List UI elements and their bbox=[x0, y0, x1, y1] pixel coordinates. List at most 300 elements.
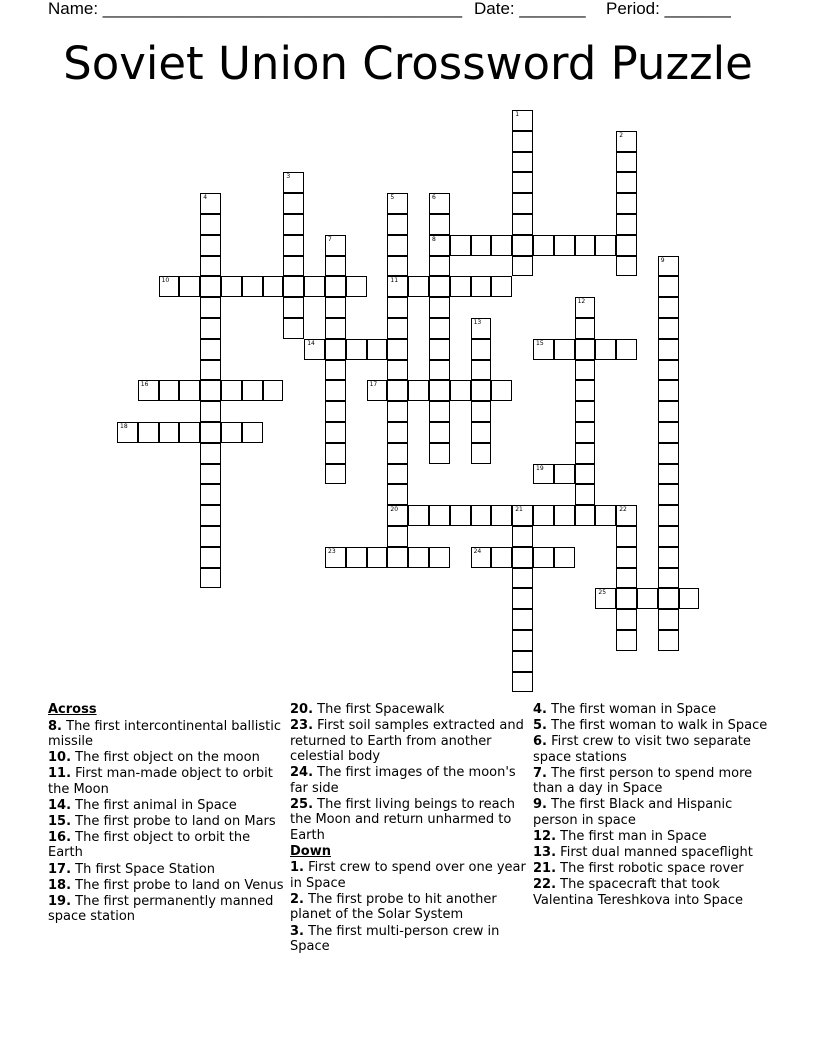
grid-cell[interactable] bbox=[512, 672, 533, 693]
grid-cell[interactable] bbox=[367, 380, 388, 401]
grid-cell[interactable] bbox=[387, 547, 408, 568]
grid-cell[interactable] bbox=[429, 297, 450, 318]
grid-cell[interactable] bbox=[200, 276, 221, 297]
grid-cell[interactable] bbox=[512, 505, 533, 526]
grid-cell[interactable] bbox=[616, 152, 637, 173]
grid-cell[interactable] bbox=[304, 339, 325, 360]
grid-cell[interactable] bbox=[471, 318, 492, 339]
clue-text: First crew to spend over one year in Space bbox=[290, 860, 526, 891]
grid-cell[interactable] bbox=[512, 630, 533, 651]
grid-cell[interactable] bbox=[533, 235, 554, 256]
clue-item bbox=[48, 862, 288, 878]
grid-cell[interactable] bbox=[658, 505, 679, 526]
grid-cell[interactable] bbox=[283, 172, 304, 193]
grid-cell[interactable] bbox=[616, 256, 637, 277]
grid-cell[interactable] bbox=[387, 360, 408, 381]
grid-cell[interactable] bbox=[117, 422, 138, 443]
grid-cell[interactable] bbox=[387, 484, 408, 505]
grid-cell[interactable] bbox=[575, 401, 596, 422]
grid-cell[interactable] bbox=[200, 235, 221, 256]
grid-cell[interactable] bbox=[575, 380, 596, 401]
grid-cell[interactable] bbox=[159, 276, 180, 297]
grid-cell[interactable] bbox=[616, 568, 637, 589]
grid-cell[interactable] bbox=[408, 505, 429, 526]
grid-cell[interactable] bbox=[450, 235, 471, 256]
grid-cell[interactable] bbox=[658, 318, 679, 339]
grid-cell[interactable] bbox=[429, 360, 450, 381]
grid-cell[interactable] bbox=[512, 651, 533, 672]
grid-cell[interactable] bbox=[491, 235, 512, 256]
grid-cell[interactable] bbox=[283, 318, 304, 339]
grid-cell[interactable] bbox=[429, 380, 450, 401]
grid-cell[interactable] bbox=[429, 339, 450, 360]
grid-cell[interactable] bbox=[429, 422, 450, 443]
cell-number: 14 bbox=[307, 339, 315, 347]
grid-cell[interactable] bbox=[325, 422, 346, 443]
clue-number: 4. bbox=[533, 702, 547, 717]
grid-cell[interactable] bbox=[658, 484, 679, 505]
grid-cell[interactable] bbox=[575, 443, 596, 464]
clue-item bbox=[290, 765, 530, 796]
grid-cell[interactable] bbox=[658, 609, 679, 630]
clue-number: 12. bbox=[533, 828, 557, 844]
clue-number: 18. bbox=[48, 877, 72, 893]
grid-cell[interactable] bbox=[346, 276, 367, 297]
grid-cell[interactable] bbox=[512, 588, 533, 609]
grid-cell[interactable] bbox=[575, 235, 596, 256]
clue-number: 19. bbox=[48, 893, 72, 909]
clue-item bbox=[533, 797, 773, 828]
grid-cell[interactable] bbox=[616, 588, 637, 609]
grid-cell[interactable] bbox=[512, 152, 533, 173]
grid-cell[interactable] bbox=[325, 297, 346, 318]
grid-cell[interactable] bbox=[179, 276, 200, 297]
clue-text: The first Black and Hispanic person in space bbox=[533, 797, 733, 828]
cell-number: 18 bbox=[120, 423, 128, 430]
grid-cell[interactable] bbox=[512, 214, 533, 235]
clue-item bbox=[48, 766, 288, 797]
clue-text: The first permanently manned space station bbox=[48, 893, 274, 925]
grid-cell[interactable] bbox=[325, 443, 346, 464]
grid-cell[interactable] bbox=[200, 526, 221, 547]
grid-cell[interactable] bbox=[387, 214, 408, 235]
clue-item bbox=[533, 702, 773, 718]
cell-number: 25 bbox=[598, 589, 607, 597]
clue-number: 24. bbox=[290, 765, 314, 781]
grid-cell[interactable] bbox=[471, 276, 492, 297]
grid-cell[interactable] bbox=[429, 235, 450, 256]
clue-text: The first images of the moon's far side bbox=[290, 765, 516, 796]
grid-cell[interactable] bbox=[471, 235, 492, 256]
grid-cell[interactable] bbox=[616, 339, 637, 360]
grid-cell[interactable] bbox=[616, 193, 637, 214]
grid-cell[interactable] bbox=[325, 318, 346, 339]
clue-number: 3. bbox=[290, 923, 304, 939]
clue-item bbox=[48, 798, 288, 814]
cell-number: 23 bbox=[328, 547, 336, 555]
grid-cell[interactable] bbox=[616, 630, 637, 651]
grid-cell[interactable] bbox=[616, 131, 637, 152]
grid-cell[interactable] bbox=[200, 547, 221, 568]
grid-cell[interactable] bbox=[387, 256, 408, 277]
grid-cell[interactable] bbox=[595, 235, 616, 256]
grid-cell[interactable] bbox=[325, 256, 346, 277]
clue-text: The first probe to land on Mars bbox=[75, 813, 276, 829]
clue-item bbox=[533, 718, 773, 734]
clue-item bbox=[48, 814, 288, 830]
grid-cell[interactable] bbox=[512, 193, 533, 214]
grid-cell[interactable] bbox=[491, 505, 512, 526]
grid-cell[interactable] bbox=[533, 464, 554, 485]
grid-cell[interactable] bbox=[595, 588, 616, 609]
clue-item bbox=[290, 718, 530, 765]
clue-text: First crew to visit two separate space stations bbox=[533, 734, 751, 765]
clue-number: 1. bbox=[290, 860, 304, 876]
clue-text: The first object to orbit the Earth bbox=[48, 829, 251, 861]
grid-cell[interactable] bbox=[575, 505, 596, 526]
down-heading: Down bbox=[290, 843, 331, 859]
grid-cell[interactable] bbox=[283, 256, 304, 277]
grid-cell[interactable] bbox=[387, 443, 408, 464]
grid-cell[interactable] bbox=[387, 401, 408, 422]
grid-cell[interactable] bbox=[533, 505, 554, 526]
grid-cell[interactable] bbox=[658, 422, 679, 443]
clue-item bbox=[48, 830, 288, 861]
grid-cell[interactable] bbox=[554, 235, 575, 256]
grid-cell[interactable] bbox=[533, 339, 554, 360]
clue-number: 8. bbox=[48, 718, 62, 734]
grid-cell[interactable] bbox=[325, 464, 346, 485]
grid-cell[interactable] bbox=[200, 256, 221, 277]
grid-cell[interactable] bbox=[200, 422, 221, 443]
clue-text: First man-made object to orbit the Moon bbox=[48, 766, 273, 797]
clue-text: The spacecraft that took Valentina Tereshkova into Space bbox=[533, 877, 744, 908]
grid-cell[interactable] bbox=[325, 235, 346, 256]
cell-number: 1 bbox=[515, 111, 520, 118]
clue-number: 5. bbox=[533, 718, 547, 734]
clue-number: 17. bbox=[48, 861, 72, 877]
grid-cell[interactable] bbox=[200, 568, 221, 589]
cell-number: 20 bbox=[390, 506, 399, 514]
cell-number: 24 bbox=[473, 547, 482, 555]
clue-item bbox=[290, 924, 530, 955]
grid-cell[interactable] bbox=[221, 380, 242, 401]
cell-number: 7 bbox=[328, 235, 332, 243]
clue-text: The first probe to land on Venus bbox=[75, 877, 284, 893]
clue-text: The first woman in Space bbox=[551, 702, 717, 717]
grid-cell[interactable] bbox=[658, 547, 679, 568]
grid-cell[interactable] bbox=[159, 380, 180, 401]
grid-cell[interactable] bbox=[200, 339, 221, 360]
grid-cell[interactable] bbox=[512, 172, 533, 193]
clue-item bbox=[290, 702, 530, 718]
clue-text: The first living beings to reach the Moon and return unharmed to Earth bbox=[290, 796, 516, 843]
clue-text: First soil samples extracted and returned to Earth from another celestial body bbox=[290, 718, 524, 765]
clue-number: 14. bbox=[48, 797, 72, 813]
grid-cell[interactable] bbox=[200, 443, 221, 464]
clue-item bbox=[290, 892, 530, 923]
grid-cell[interactable] bbox=[429, 193, 450, 214]
grid-cell[interactable] bbox=[512, 547, 533, 568]
cell-number: 21 bbox=[515, 506, 523, 514]
grid-cell[interactable] bbox=[304, 276, 325, 297]
grid-cell[interactable] bbox=[554, 464, 575, 485]
clue-number: 2. bbox=[290, 891, 304, 907]
grid-cell[interactable] bbox=[387, 464, 408, 485]
clue-item bbox=[533, 861, 773, 877]
grid-cell[interactable] bbox=[575, 484, 596, 505]
grid-cell[interactable] bbox=[408, 547, 429, 568]
cell-number: 17 bbox=[369, 381, 378, 389]
clue-number: 11. bbox=[48, 766, 72, 782]
grid-cell[interactable] bbox=[471, 360, 492, 381]
name-field[interactable]: Name: ______________________________________ bbox=[48, 0, 463, 18]
grid-cell[interactable] bbox=[200, 401, 221, 422]
grid-cell[interactable] bbox=[325, 360, 346, 381]
grid-cell[interactable] bbox=[658, 339, 679, 360]
clue-text: The first woman to walk in Space bbox=[551, 718, 768, 734]
grid-cell[interactable] bbox=[512, 235, 533, 256]
grid-cell[interactable] bbox=[658, 526, 679, 547]
grid-cell[interactable] bbox=[283, 276, 304, 297]
grid-cell[interactable] bbox=[429, 443, 450, 464]
clue-text: The first Spacewalk bbox=[317, 702, 445, 717]
clue-number: 9. bbox=[533, 797, 547, 813]
grid-cell[interactable] bbox=[200, 297, 221, 318]
grid-cell[interactable] bbox=[408, 380, 429, 401]
grid-cell[interactable] bbox=[512, 256, 533, 277]
grid-cell[interactable] bbox=[616, 609, 637, 630]
grid-cell[interactable] bbox=[387, 235, 408, 256]
grid-cell[interactable] bbox=[471, 401, 492, 422]
grid-cell[interactable] bbox=[658, 297, 679, 318]
grid-cell[interactable] bbox=[179, 422, 200, 443]
grid-cell[interactable] bbox=[325, 401, 346, 422]
grid-cell[interactable] bbox=[387, 193, 408, 214]
grid-cell[interactable] bbox=[512, 609, 533, 630]
grid-cell[interactable] bbox=[429, 214, 450, 235]
grid-cell[interactable] bbox=[658, 256, 679, 277]
clue-item bbox=[290, 860, 530, 891]
grid-cell[interactable] bbox=[658, 464, 679, 485]
grid-cell[interactable] bbox=[200, 464, 221, 485]
clue-text: The first animal in Space bbox=[75, 797, 237, 813]
grid-cell[interactable] bbox=[512, 526, 533, 547]
grid-cell[interactable] bbox=[450, 505, 471, 526]
clue-item bbox=[533, 766, 773, 797]
grid-cell[interactable] bbox=[575, 318, 596, 339]
across-heading: Across bbox=[48, 702, 97, 717]
grid-cell[interactable] bbox=[471, 422, 492, 443]
grid-cell[interactable] bbox=[512, 568, 533, 589]
grid-cell[interactable] bbox=[658, 443, 679, 464]
grid-cell[interactable] bbox=[429, 318, 450, 339]
grid-cell[interactable] bbox=[450, 380, 471, 401]
grid-cell[interactable] bbox=[200, 484, 221, 505]
cell-number: 5 bbox=[390, 194, 395, 202]
grid-cell[interactable] bbox=[658, 276, 679, 297]
clue-item bbox=[533, 845, 773, 861]
grid-cell[interactable] bbox=[658, 630, 679, 651]
grid-cell[interactable] bbox=[408, 276, 429, 297]
cell-number: 19 bbox=[536, 464, 544, 472]
grid-cell[interactable] bbox=[200, 214, 221, 235]
date-field[interactable]: Date: _______ bbox=[474, 0, 586, 18]
cell-number: 16 bbox=[140, 381, 149, 389]
grid-cell[interactable] bbox=[387, 276, 408, 297]
grid-cell[interactable] bbox=[242, 276, 263, 297]
grid-cell[interactable] bbox=[471, 547, 492, 568]
clue-item bbox=[533, 734, 773, 765]
clue-number: 20. bbox=[290, 702, 314, 717]
grid-cell[interactable] bbox=[658, 588, 679, 609]
grid-cell[interactable] bbox=[138, 422, 159, 443]
clue-item bbox=[290, 797, 530, 844]
clue-number: 15. bbox=[48, 813, 72, 829]
grid-cell[interactable] bbox=[471, 443, 492, 464]
grid-cell[interactable] bbox=[658, 401, 679, 422]
grid-cell[interactable] bbox=[387, 297, 408, 318]
grid-cell[interactable] bbox=[471, 339, 492, 360]
clue-text: The first probe to hit another planet of the Solar System bbox=[290, 891, 497, 923]
grid-cell[interactable] bbox=[159, 422, 180, 443]
grid-cell[interactable] bbox=[512, 110, 533, 131]
grid-cell[interactable] bbox=[491, 380, 512, 401]
grid-cell[interactable] bbox=[200, 193, 221, 214]
clue-item bbox=[533, 829, 773, 845]
grid-cell[interactable] bbox=[616, 526, 637, 547]
grid-cell[interactable] bbox=[595, 505, 616, 526]
grid-cell[interactable] bbox=[325, 547, 346, 568]
grid-cell[interactable] bbox=[616, 214, 637, 235]
cell-number: 9 bbox=[660, 256, 665, 264]
grid-cell[interactable] bbox=[616, 235, 637, 256]
grid-cell[interactable] bbox=[325, 276, 346, 297]
grid-cell[interactable] bbox=[283, 214, 304, 235]
clue-text: The first man in Space bbox=[560, 828, 707, 844]
grid-cell[interactable] bbox=[575, 339, 596, 360]
grid-cell[interactable] bbox=[575, 297, 596, 318]
grid-cell[interactable] bbox=[242, 380, 263, 401]
grid-cell[interactable] bbox=[138, 380, 159, 401]
cell-number: 4 bbox=[203, 194, 208, 202]
grid-cell[interactable] bbox=[346, 547, 367, 568]
grid-cell[interactable] bbox=[283, 235, 304, 256]
grid-cell[interactable] bbox=[429, 505, 450, 526]
cell-number: 6 bbox=[432, 194, 436, 202]
grid-cell[interactable] bbox=[346, 339, 367, 360]
grid-cell[interactable] bbox=[429, 276, 450, 297]
grid-cell[interactable] bbox=[575, 464, 596, 485]
grid-cell[interactable] bbox=[533, 547, 554, 568]
grid-cell[interactable] bbox=[554, 547, 575, 568]
grid-cell[interactable] bbox=[491, 276, 512, 297]
grid-cell[interactable] bbox=[200, 360, 221, 381]
grid-cell[interactable] bbox=[221, 276, 242, 297]
clue-number: 13. bbox=[533, 845, 557, 861]
grid-cell[interactable] bbox=[491, 547, 512, 568]
grid-cell[interactable] bbox=[616, 172, 637, 193]
grid-cell[interactable] bbox=[387, 422, 408, 443]
grid-cell[interactable] bbox=[471, 380, 492, 401]
grid-cell[interactable] bbox=[450, 276, 471, 297]
grid-cell[interactable] bbox=[575, 360, 596, 381]
grid-cell[interactable] bbox=[387, 318, 408, 339]
grid-cell[interactable] bbox=[325, 339, 346, 360]
grid-cell[interactable] bbox=[616, 505, 637, 526]
grid-cell[interactable] bbox=[200, 505, 221, 526]
cell-number: 15 bbox=[536, 339, 544, 347]
grid-cell[interactable] bbox=[263, 276, 284, 297]
grid-cell[interactable] bbox=[429, 547, 450, 568]
grid-cell[interactable] bbox=[616, 547, 637, 568]
clue-column-2 bbox=[290, 702, 530, 955]
grid-cell[interactable] bbox=[679, 588, 700, 609]
clue-text: Th first Space Station bbox=[75, 861, 215, 877]
grid-cell[interactable] bbox=[575, 422, 596, 443]
grid-cell[interactable] bbox=[637, 588, 658, 609]
grid-cell[interactable] bbox=[387, 505, 408, 526]
clue-item bbox=[48, 878, 288, 894]
grid-cell[interactable] bbox=[429, 256, 450, 277]
cell-number: 22 bbox=[619, 506, 627, 514]
grid-cell[interactable] bbox=[387, 526, 408, 547]
page-title: Soviet Union Crossword Puzzle bbox=[63, 37, 753, 90]
clue-column-3 bbox=[533, 702, 773, 909]
clue-number: 21. bbox=[533, 861, 557, 877]
grid-cell[interactable] bbox=[658, 568, 679, 589]
grid-cell[interactable] bbox=[512, 131, 533, 152]
grid-cell[interactable] bbox=[429, 401, 450, 422]
grid-cell[interactable] bbox=[200, 380, 221, 401]
grid-cell[interactable] bbox=[367, 339, 388, 360]
clue-column-1 bbox=[48, 702, 288, 925]
cell-number: 12 bbox=[577, 298, 586, 306]
grid-cell[interactable] bbox=[221, 422, 242, 443]
grid-cell[interactable] bbox=[325, 380, 346, 401]
grid-cell[interactable] bbox=[200, 318, 221, 339]
clue-item bbox=[48, 894, 288, 925]
clue-text: First dual manned spaceflight bbox=[560, 845, 753, 861]
clue-item bbox=[48, 719, 288, 750]
grid-cell[interactable] bbox=[387, 380, 408, 401]
clue-text: The first robotic space rover bbox=[560, 861, 744, 877]
clue-number: 16. bbox=[48, 829, 72, 845]
grid-cell[interactable] bbox=[283, 193, 304, 214]
grid-cell[interactable] bbox=[595, 339, 616, 360]
period-field[interactable]: Period: _______ bbox=[606, 0, 731, 18]
clue-number: 7. bbox=[533, 765, 547, 781]
clue-text: The first multi-person crew in Space bbox=[290, 923, 500, 955]
clue-number: 6. bbox=[533, 734, 547, 750]
grid-cell[interactable] bbox=[179, 380, 200, 401]
grid-cell[interactable] bbox=[471, 505, 492, 526]
grid-cell[interactable] bbox=[367, 547, 388, 568]
grid-cell[interactable] bbox=[387, 339, 408, 360]
grid-cell[interactable] bbox=[554, 505, 575, 526]
clue-number: 10. bbox=[48, 750, 72, 766]
grid-cell[interactable] bbox=[242, 422, 263, 443]
grid-cell[interactable] bbox=[283, 297, 304, 318]
grid-cell[interactable] bbox=[658, 380, 679, 401]
grid-cell[interactable] bbox=[263, 380, 284, 401]
cell-number: 10 bbox=[161, 277, 170, 285]
clue-number: 25. bbox=[290, 796, 314, 812]
grid-cell[interactable] bbox=[658, 360, 679, 381]
grid-cell[interactable] bbox=[554, 339, 575, 360]
cell-number: 8 bbox=[432, 235, 436, 243]
clue-number: 22. bbox=[533, 877, 557, 893]
